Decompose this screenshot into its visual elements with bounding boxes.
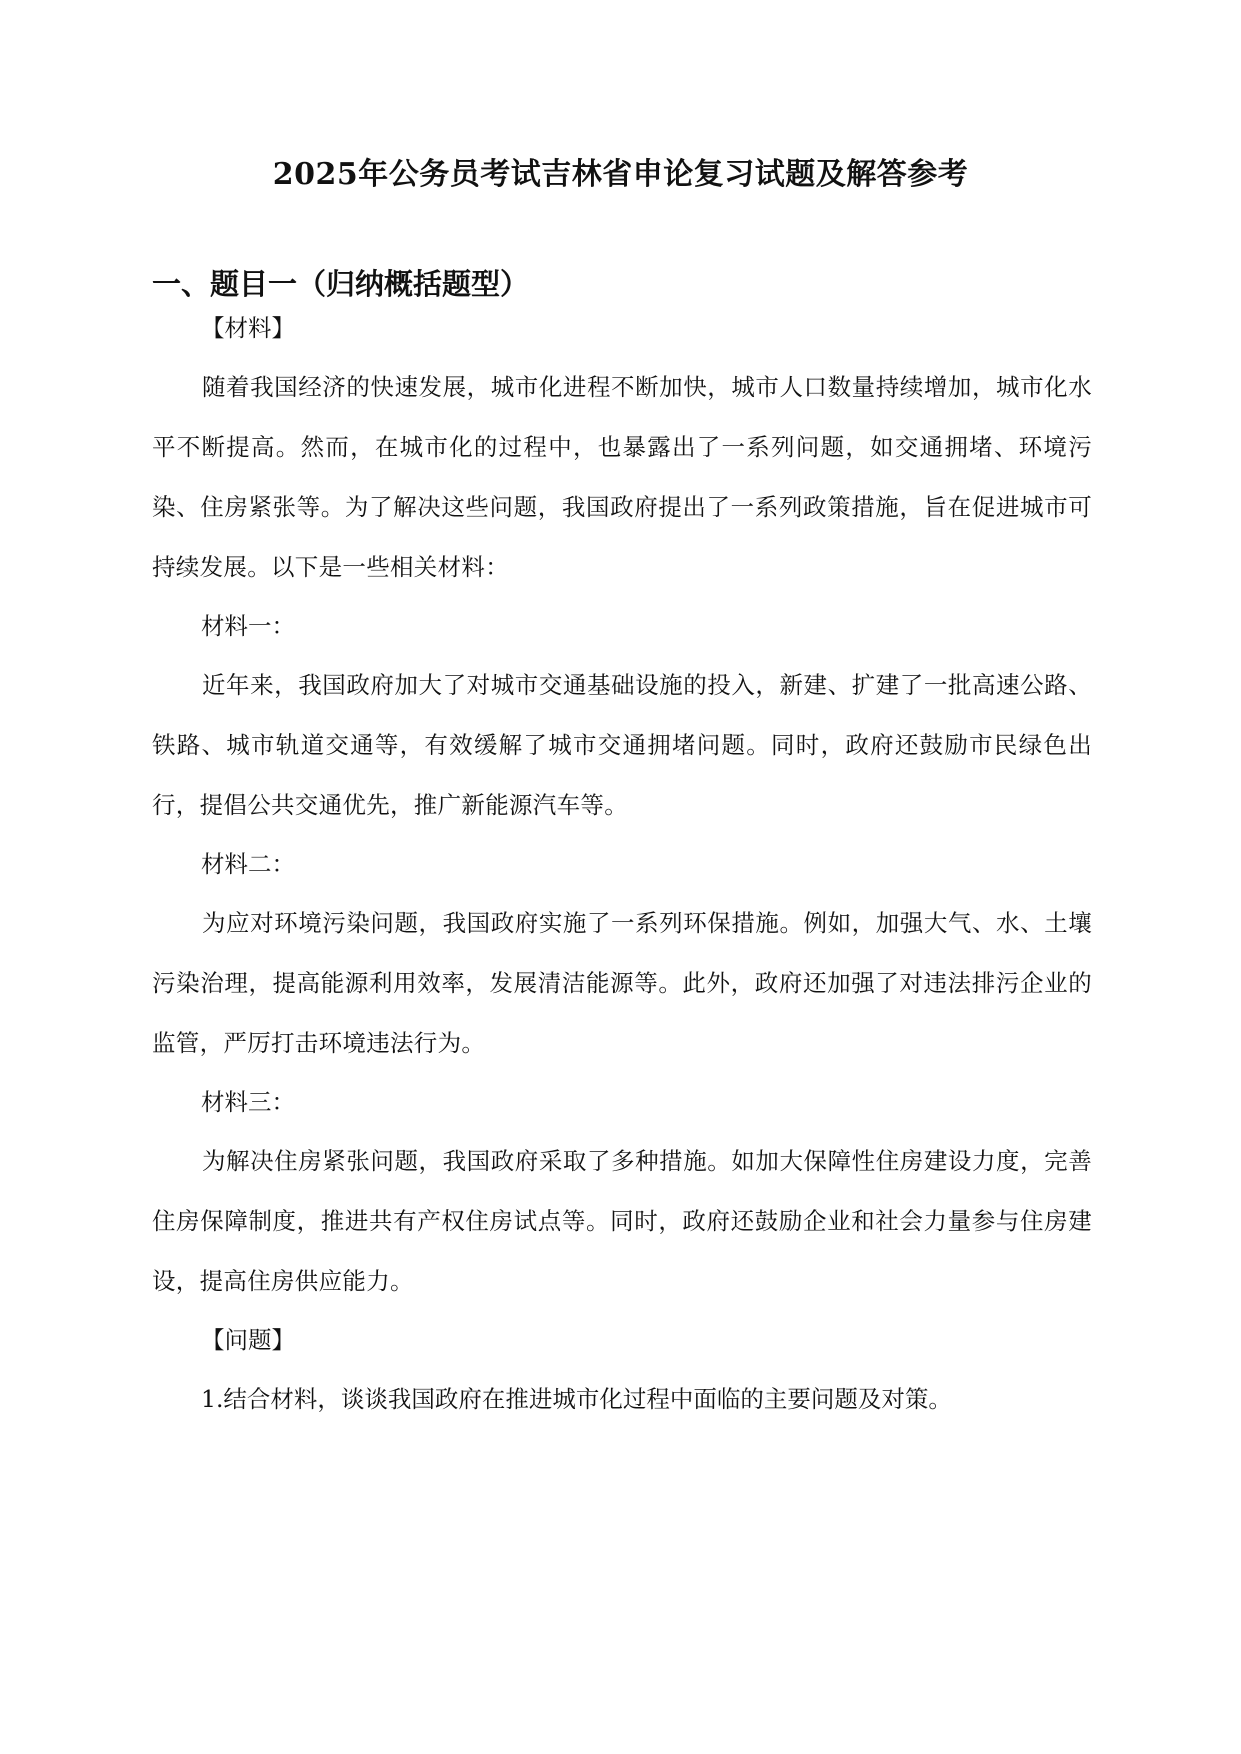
material-three-label: 材料三： [201, 1088, 295, 1116]
material-one-paragraph: 近年来，我国政府加大了对城市交通基础设施的投入，新建、扩建了一批高速公路、铁路、城市轨道交通等，有效缓解了城市交通拥堵问题。同时，政府还鼓励市民绿色出行，提倡公共交通优先，推广新能源汽车等。 [152, 671, 1092, 819]
material-label: 【材料】 [201, 314, 295, 342]
material-two-paragraph: 为应对环境污染问题，我国政府实施了一系列环保措施。例如，加强大气、水、土壤污染治理，提高能源利用效率，发展清洁能源等。此外，政府还加强了对违法排污企业的监管，严厉打击环境违法行为。 [152, 909, 1092, 1057]
intro-paragraph: 随着我国经济的快速发展，城市化进程不断加快，城市人口数量持续增加，城市化水平不断提高。然而，在城市化的过程中，也暴露出了一系列问题，如交通拥堵、环境污染、住房紧张等。为了解决这些问题，我国政府提出了一系列政策措施，旨在促进城市可持续发展。以下是一些相关材料： [152, 373, 1092, 581]
material-three-paragraph: 为解决住房紧张问题，我国政府采取了多种措施。如加大保障性住房建设力度，完善住房保障制度，推进共有产权住房试点等。同时，政府还鼓励企业和社会力量参与住房建设，提高住房供应能力。 [152, 1147, 1092, 1295]
material-two-label: 材料二： [201, 850, 295, 878]
material-one-label: 材料一： [201, 612, 295, 640]
question-one: 1.结合材料，谈谈我国政府在推进城市化过程中面临的主要问题及对策。 [201, 1385, 952, 1413]
question-label: 【问题】 [201, 1326, 295, 1354]
document-title: 2025年公务员考试吉林省申论复习试题及解答参考 [272, 157, 969, 192]
section-heading: 一、题目一（归纳概括题型） [152, 267, 530, 301]
